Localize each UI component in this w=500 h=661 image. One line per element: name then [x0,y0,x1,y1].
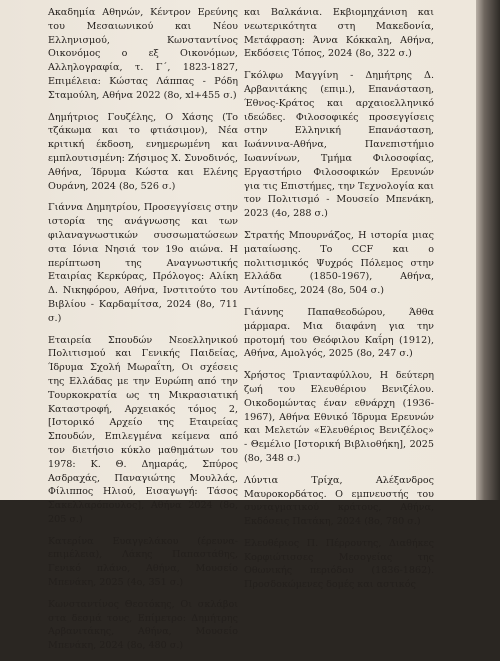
bibliography-entry: Ακαδημία Αθηνών, Κέντρον Ερεύνης του Μεσαιωνικού και Νέου Ελληνισμού, Κωνσταντίνος Οικονόμος ο εξ Οικονόμων, Αλληλογραφία, τ. Γ΄, 1823-1827, Επιμέλεια: Κώστας Λάππας - Ρόδη Σταμούλη, Αθήνα 2022 (8ο, xl+455 σ.) [48,7,238,101]
bibliography-entry: Ελευθέριος Π. Πέρρουτης, Διαθήκες Κορφιώτισσες Μεσογείας της Οθωνικής περιόδου (1836-1862). Προσδοκώμενες δομές και αστικός [244,537,434,591]
bibliography-entry: Κατερίνα Ευαγγελάκου (έρευνα-επιμέλεια), Λάκης Παπαστάθης, Γενικό πλάνο, Αθήνα, Μουσείο Μπενάκη, 2025 (4ο, 351 σ.) [48,535,238,589]
bibliography-entry: Γκόλφω Μαγγίνη - Δημήτρης Δ. Αρβανιτάκης (επιμ.), Επανάσταση, Έθνος-Κράτος και αρχαιοελληνικό ιδεώδες. Φιλοσοφικές προσεγγίσεις στην Ελληνική Επανάσταση, Ιωάννινα-Αθήνα, Πανεπιστήμιο Ιωαννίνων, Τμήμα Φιλοσοφίας, Εργαστήριο Φιλοσοφικών Ερευνών για τις Επιστήμες, την Τεχνολογία και τον Πολιτισμό - Μουσείο Μπενάκη, 2023 (4ο, 288 σ.) [244,70,434,220]
book-spine-shadow [476,0,500,500]
bibliography-entry: Κωνσταντίνος Θεοτόκης, Οι σκλάβοι στα δεσμά τους, Επίμετρο: Δημήτρης Αρβανιτάκης, Αθήνα, Μουσείο Μπενάκη, 2024 (8ο, 480 σ.) [48,598,238,652]
bibliography-entry: Δημήτριος Γουζέλης, Ο Χάσης (Το τζάκωμα και το φτιάσιμον), Νέα κριτική έκδοση, ενημερωμένη και εμπλουτισμένη: Ζήσιμος Χ. Συνοδινός, Αθήνα, Ίδρυμα Κώστα και Ελένης Ουράνη, 2024 (8ο, 526 σ.) [48,111,238,192]
bibliography-entry: Χρήστος Τριανταφύλλου, Η δεύτερη ζωή του Ελευθέριου Βενιζέλου. Οικοδομώντας έναν εθνάρχη (1936-1967), Αθήνα Εθνικό Ίδρυμα Ερευνών και Μελετών «Ελευθέριος Βενιζέλος» - Θεμέλιο [Ιστορική Βιβλιοθήκη], 2025 (8ο, 348 σ.) [244,370,434,464]
bibliography-entry: Στρατής Μπουρνάζος, Η ιστορία μιας ματαίωσης. Το CCF και ο πολιτισμικός Ψυχρός Πόλεμος στην Ελλάδα (1850-1967), Αθήνα, Αντίποδες, 2024 (8ο, 504 σ.) [244,229,434,297]
bibliography-entry: Λύντια Τρίχα, Αλέξανδρος Μαυροκορδάτος. Ο εμπνευστής του συνταγματικού κράτους, Αθήνα, Εκδόσεις Πατάκη, 2024 (8ο, 780 σ.) [244,474,434,528]
bibliography-entry: και Βαλκάνια. Εκβιομηχάνιση και νεωτερικότητα στη Μακεδονία, Μετάφραση: Άννα Κόκκαλη, Αθήνα, Εκδόσεις Τόπος, 2024 (8ο, 322 σ.) [244,7,434,60]
right-column [244,6,434,600]
bibliography-entry: Γιάννα Δημητρίου, Προσεγγίσεις στην ιστορία της ανάγνωσης και των φιλαναγνωστικών συσσωματώσεων στα Ιόνια Νησιά τον 19ο αιώνα. Η περίπτωση της Αναγνωστικής Εταιρίας Κερκύρας, Πρόλογος: Αλίκη Δ. Νικηφόρου, Αθήνα, Ινστιτούτο του Βιβλίου - Καρδαμίτσα, 2024 (8ο, 711 σ.) [48,202,238,324]
left-column [48,6,238,661]
bibliography-entry: Εταιρεία Σπουδών Νεοελληνικού Πολιτισμού και Γενικής Παιδείας, Ίδρυμα Σχολή Μωραΐτη, Οι σχέσεις της Ελλάδας με την Ευρώπη από την Τουρκοκρατία ως τη Μικρασιατική Καταστροφή, Αρχειακός τόμος 2, [Ιστορικό Αρχείο της Εταιρείας Σπουδών, Επιλεγμένα κείμενα από τον διετήσιο κύκλο μαθημάτων του 1978: Κ. Θ. Δημαράς, Σπύρος Ασδραχάς, Παναγιώτης Μουλλάς, Φίλιππος Ηλιού, Εισαγωγή: Τάσος Σακελλαρόπουλος], Αθήνα 2024 (8ο, 205 σ.) [48,334,238,525]
bibliography-entry: Γιάννης Παπαθεοδώρου, Άθθα μάρμαρα. Μια διαφάνη για την προτομή του Θεόφιλου Καΐρη (1912), Αθήνα, Αμολγός, 2025 (8ο, 247 σ.) [244,306,434,360]
